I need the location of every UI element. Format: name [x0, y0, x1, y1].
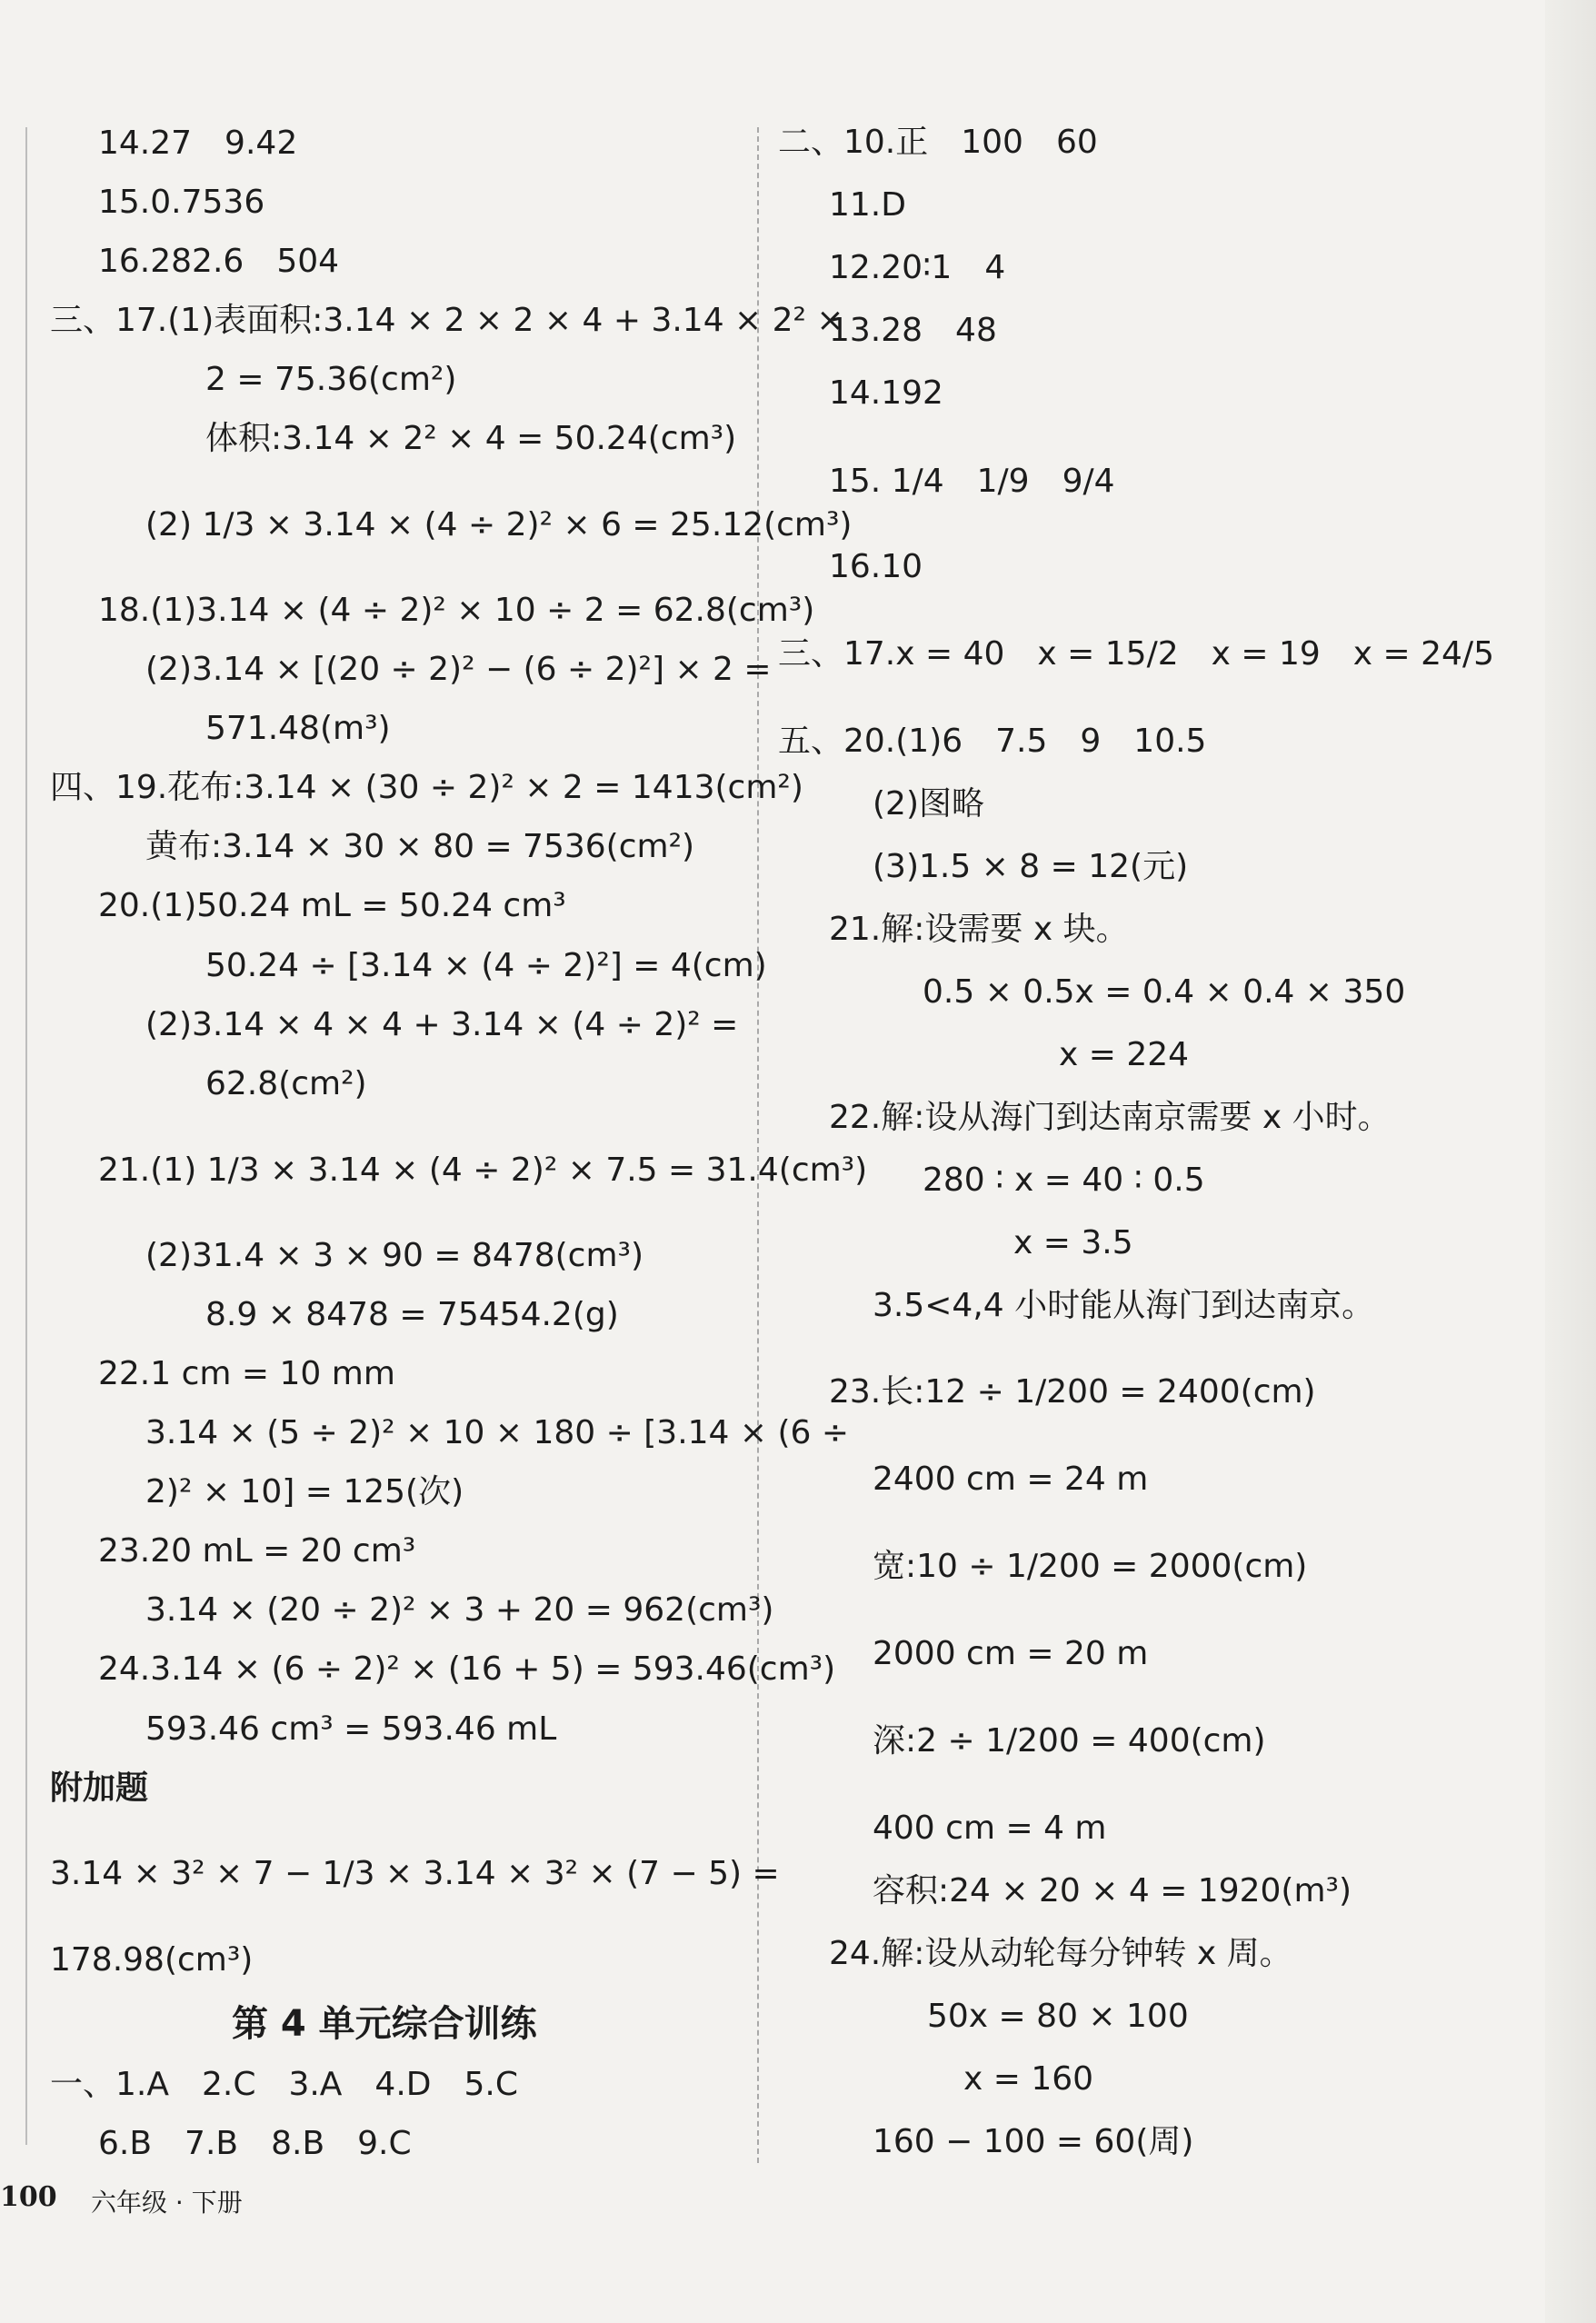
answer-line: 黄布:3.14 × 30 × 80 = 7536(cm²): [145, 828, 695, 865]
answer-line: 15.0.7536: [98, 184, 265, 221]
answer-line: 21.解:设需要 x 块。: [829, 911, 1129, 948]
answer-line: 11.D: [829, 186, 906, 224]
answer-line: 三、17.x = 40 x = 15/2 x = 19 x = 24/5: [778, 635, 1494, 673]
answer-line: 宽:10 ÷ 1/200 = 2000(cm): [873, 1548, 1308, 1585]
answer-line: 62.8(cm²): [205, 1065, 367, 1102]
answer-line: (2)图略: [873, 785, 984, 823]
answer-line: 3.14 × (20 ÷ 2)² × 3 + 20 = 962(cm³): [145, 1591, 774, 1629]
answer-line: 280 ∶ x = 40 ∶ 0.5: [923, 1162, 1205, 1199]
answer-line: 15. 1/4 1/9 9/4: [829, 463, 1115, 500]
answer-line: x = 160: [963, 2060, 1094, 2098]
answer-line: 0.5 × 0.5x = 0.4 × 0.4 × 350: [923, 973, 1406, 1011]
answer-line: 14.192: [829, 374, 943, 412]
answer-line: 3.14 × (5 ÷ 2)² × 10 × 180 ÷ [3.14 × (6 ÷: [145, 1414, 850, 1451]
answer-line: 8.9 × 8478 = 75454.2(g): [205, 1296, 619, 1333]
answer-line: 容积:24 × 20 × 4 = 1920(m³): [873, 1872, 1352, 1909]
answer-line: 13.28 48: [829, 312, 997, 349]
answer-line: (2)31.4 × 3 × 90 = 8478(cm³): [145, 1237, 644, 1274]
answer-line: 24.3.14 × (6 ÷ 2)² × (16 + 5) = 593.46(cm³): [98, 1650, 836, 1688]
answer-line: 体积:3.14 × 2² × 4 = 50.24(cm³): [205, 420, 737, 457]
answer-line: 2400 cm = 24 m: [873, 1461, 1149, 1498]
answer-line: 23.长:12 ÷ 1/200 = 2400(cm): [829, 1373, 1316, 1411]
answer-line: 16.10: [829, 548, 923, 585]
answer-line: 2)² × 10] = 125(次): [145, 1473, 464, 1510]
answer-line: (2)3.14 × 4 × 4 + 3.14 × (4 ÷ 2)² =: [145, 1006, 739, 1043]
answer-line: 12.20∶1 4: [829, 249, 1006, 286]
answer-line: 18.(1)3.14 × (4 ÷ 2)² × 10 ÷ 2 = 62.8(cm³): [98, 592, 815, 629]
answer-line: 22.1 cm = 10 mm: [98, 1355, 395, 1392]
answer-line: 571.48(m³): [205, 710, 391, 747]
answer-line: 24.解:设从动轮每分钟转 x 周。: [829, 1935, 1292, 1972]
answer-line: 一、1.A 2.C 3.A 4.D 5.C: [50, 2066, 518, 2103]
left-margin-rule: [25, 127, 27, 2145]
bonus-heading: 附加题: [50, 1770, 149, 1807]
answer-line: 3.5<4,4 小时能从海门到达南京。: [873, 1287, 1375, 1324]
answer-line: 16.282.6 504: [98, 243, 340, 280]
answer-line: x = 3.5: [1013, 1224, 1133, 1261]
unit-heading: 第 4 单元综合训练: [232, 2003, 537, 2045]
answer-line: (2)3.14 × [(20 ÷ 2)² − (6 ÷ 2)²] × 2 =: [145, 651, 772, 688]
answer-line: 四、19.花布:3.14 × (30 ÷ 2)² × 2 = 1413(cm²): [50, 769, 803, 806]
answer-line: 20.(1)50.24 mL = 50.24 cm³: [98, 887, 566, 924]
answer-line: 178.98(cm³): [50, 1941, 254, 1979]
answer-line: 深:2 ÷ 1/200 = 400(cm): [873, 1722, 1266, 1760]
answer-line: 6.B 7.B 8.B 9.C: [98, 2125, 412, 2162]
answer-line: 160 − 100 = 60(周): [873, 2123, 1194, 2160]
answer-line: 二、10.正 100 60: [778, 124, 1098, 161]
answer-line: (2) 1/3 × 3.14 × (4 ÷ 2)² × 6 = 25.12(cm³): [145, 506, 853, 543]
answer-line: x = 224: [1059, 1036, 1190, 1073]
answer-line: 400 cm = 4 m: [873, 1810, 1107, 1847]
answer-line: 21.(1) 1/3 × 3.14 × (4 ÷ 2)² × 7.5 = 31.4(cm³): [98, 1152, 868, 1189]
answer-line: 五、20.(1)6 7.5 9 10.5: [778, 723, 1207, 760]
page-number: 100: [0, 2181, 57, 2213]
answer-line: 14.27 9.42: [98, 125, 298, 162]
answer-line: 23.20 mL = 20 cm³: [98, 1532, 416, 1570]
answer-line: 3.14 × 3² × 7 − 1/3 × 3.14 × 3² × (7 − 5) =: [50, 1855, 780, 1892]
page-edge-shadow: [1545, 0, 1596, 2323]
answer-line: 2000 cm = 20 m: [873, 1635, 1149, 1672]
grade-label: 六年级 · 下册: [91, 2188, 243, 2218]
answer-line: 2 = 75.36(cm²): [205, 361, 457, 398]
answer-line: 50x = 80 × 100: [927, 1998, 1189, 2035]
answer-line: 50.24 ÷ [3.14 × (4 ÷ 2)²] = 4(cm): [205, 947, 767, 984]
answer-line: 三、17.(1)表面积:3.14 × 2 × 2 × 4 + 3.14 × 2² ×: [50, 302, 844, 339]
answer-line: (3)1.5 × 8 = 12(元): [873, 848, 1189, 885]
answer-line: 593.46 cm³ = 593.46 mL: [145, 1710, 557, 1748]
answer-line: 22.解:设从海门到达南京需要 x 小时。: [829, 1099, 1391, 1136]
